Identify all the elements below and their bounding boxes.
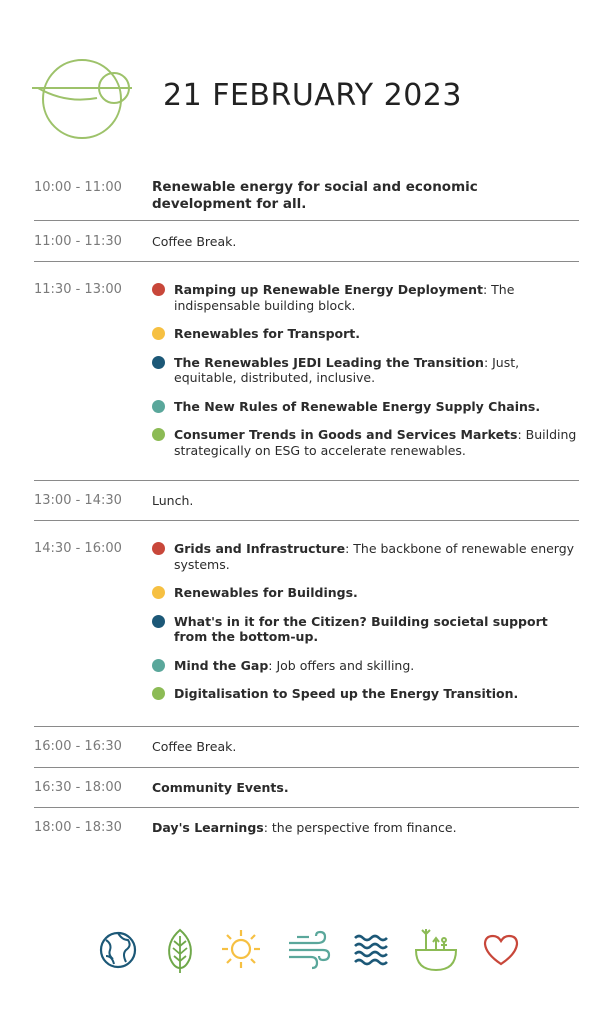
agenda-row: [34, 262, 579, 481]
bullet-dot-icon: [152, 428, 165, 441]
agenda-row: [34, 481, 579, 521]
session-rest: : The backbone of renewable energy systems.: [174, 541, 575, 572]
session-bold: Grids and Infrastructure: [174, 541, 346, 556]
session-item: [152, 585, 579, 601]
session-text: Coffee Break.: [152, 739, 237, 754]
session-item: [152, 326, 579, 342]
session-bold: Digitalisation to Speed up the Energy Transition.: [174, 686, 519, 701]
session-bold: Renewables for Transport.: [174, 326, 361, 341]
session-bold: Community Events.: [152, 780, 289, 795]
time-slot: 11:00 - 11:30: [34, 234, 122, 249]
session-bold: Day's Learnings: [152, 820, 264, 835]
logo-icon: [32, 58, 132, 142]
agenda-row: [34, 808, 579, 847]
agenda: [34, 170, 579, 847]
session-bold: Consumer Trends in Goods and Services Markets: [174, 427, 518, 442]
session-item: [152, 282, 579, 313]
sun-icon: [221, 928, 261, 970]
bullet-dot-icon: [152, 542, 165, 555]
time-slot: 14:30 - 16:00: [34, 541, 122, 556]
bullet-dot-icon: [152, 586, 165, 599]
session-bold: Renewables for Buildings.: [174, 585, 358, 600]
earth-community-icon: [414, 928, 458, 972]
bullet-dot-icon: [152, 687, 165, 700]
agenda-row: [34, 521, 579, 727]
time-slot: 18:00 - 18:30: [34, 820, 122, 835]
time-slot: 13:00 - 14:30: [34, 493, 122, 508]
session-rest: : Just, equitable, distributed, inclusive.: [174, 354, 520, 385]
session-rest: : Job offers and skilling.: [268, 657, 415, 673]
session-item: [152, 427, 579, 458]
waves-icon: [353, 928, 391, 970]
globe-icon: [98, 928, 138, 970]
session-bold: What's in it for the Citizen? Building societal support from the bottom-up.: [174, 613, 548, 644]
session-item: [152, 686, 579, 702]
session-rest: : the perspective from finance.: [263, 820, 457, 835]
session-item: [152, 541, 579, 572]
session-item: [152, 614, 579, 645]
footer-icons: [96, 928, 524, 974]
agenda-row: [34, 221, 579, 262]
session-bold: The Renewables JEDI Leading the Transition: [174, 354, 484, 370]
bullet-dot-icon: [152, 356, 165, 369]
time-slot: 16:00 - 16:30: [34, 739, 122, 754]
wind-icon: [287, 928, 331, 970]
agenda-row: [34, 727, 579, 768]
agenda-row: [34, 768, 579, 808]
leaf-icon: [164, 928, 196, 974]
bullet-dot-icon: [152, 283, 165, 296]
session-bold: The New Rules of Renewable Energy Supply Chains.: [174, 398, 541, 414]
session-list: [152, 282, 579, 480]
session-bold: Mind the Gap: [174, 657, 269, 673]
session-text: Coffee Break.: [152, 234, 237, 249]
bullet-dot-icon: [152, 327, 165, 340]
session-item: [152, 399, 579, 415]
session-rest: : The indispensable building block.: [174, 282, 515, 313]
session-rest: : Building strategically on ESG to accelerate renewables.: [174, 427, 577, 458]
bullet-dot-icon: [152, 659, 165, 672]
session-bold: Ramping up Renewable Energy Deployment: [174, 282, 483, 297]
bullet-dot-icon: [152, 400, 165, 413]
agenda-row: [34, 170, 579, 221]
session-item: [152, 355, 579, 386]
session-text: Lunch.: [152, 493, 194, 508]
page-title: 21 FEBRUARY 2023: [163, 78, 462, 113]
time-slot: 10:00 - 11:00: [34, 180, 122, 195]
bullet-dot-icon: [152, 615, 165, 628]
heart-icon: [482, 928, 520, 970]
session-list: [152, 541, 579, 726]
time-slot: 16:30 - 18:00: [34, 780, 122, 795]
session-item: [152, 658, 579, 674]
session-title: Renewable energy for social and economic development for all.: [152, 179, 478, 212]
time-slot: 11:30 - 13:00: [34, 282, 122, 297]
